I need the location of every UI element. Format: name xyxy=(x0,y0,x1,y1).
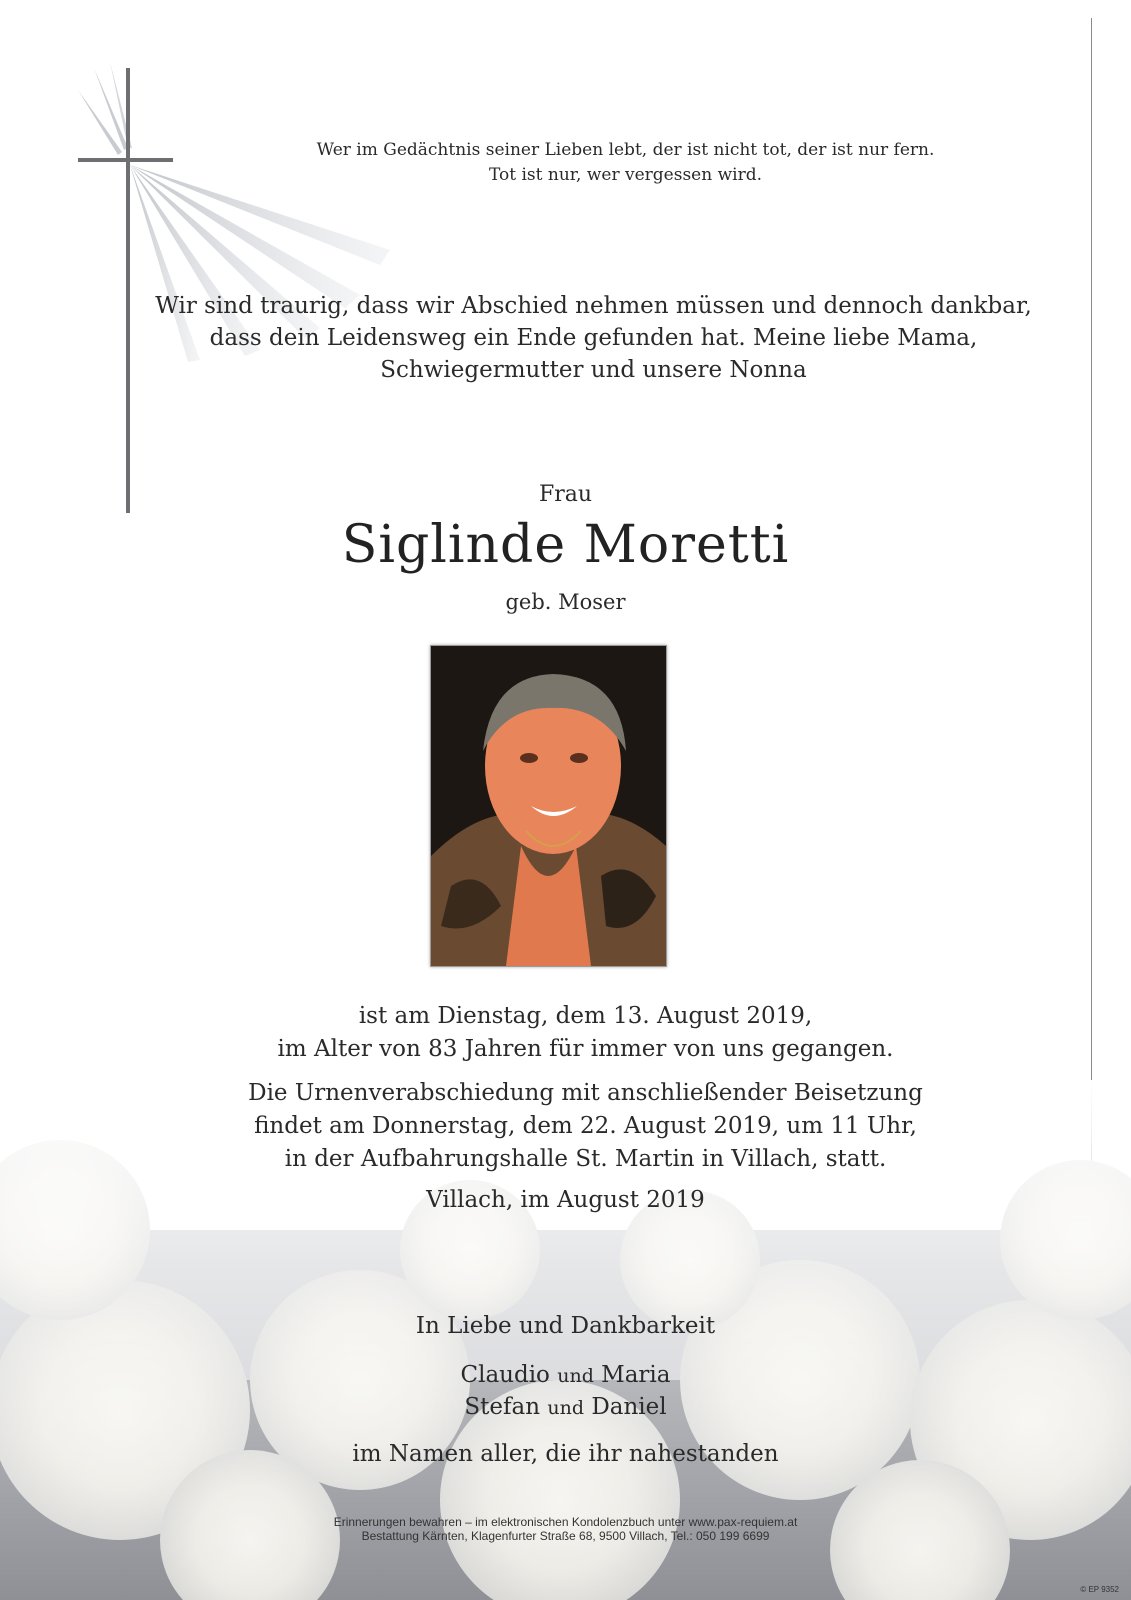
family-row xyxy=(0,1392,1131,1424)
template-code: © EP 9352 xyxy=(1080,1585,1119,1594)
motto xyxy=(60,138,1131,188)
intro-line: Wir sind traurig, dass wir Abschied nehmen müssen und dennoch dankbar, xyxy=(155,293,1032,319)
family-conjunction: und xyxy=(547,1397,584,1419)
family-member: Daniel xyxy=(591,1394,667,1420)
passed-line: im Alter von 83 Jahren für immer von uns gegangen. xyxy=(277,1036,894,1062)
family-member: Claudio xyxy=(460,1362,550,1388)
place-date: Villach, im August 2019 xyxy=(426,1187,705,1213)
footer-line: Bestattung Kärnten, Klagenfurter Straße 68, 9500 Villach, Tel.: 050 199 6699 xyxy=(361,1529,770,1543)
portrait-photo xyxy=(430,645,667,967)
behalf-text: im Namen aller, die ihr nahestanden xyxy=(352,1441,779,1467)
intro-line: Schwiegermutter und unsere Nonna xyxy=(380,357,807,383)
footer xyxy=(0,1515,1131,1543)
family-row xyxy=(0,1360,1131,1392)
passed-text xyxy=(20,1000,1131,1066)
motto-line: Wer im Gedächtnis seiner Lieben lebt, der ist nicht tot, der ist nur fern. xyxy=(316,140,935,160)
intro-line: dass dein Leidensweg ein Ende gefunden hat. Meine liebe Mama, xyxy=(209,325,978,351)
deceased-title: Frau xyxy=(538,482,593,507)
family-names xyxy=(0,1360,1131,1424)
service-line: Die Urnenverabschiedung mit anschließender Beisetzung xyxy=(248,1080,923,1106)
family-member: Stefan xyxy=(464,1394,541,1420)
footer-line: Erinnerungen bewahren – im elektronischen Kondolenzbuch unter www.pax-requiem.at xyxy=(333,1515,798,1529)
service-line: findet am Donnerstag, dem 22. August 2019, um 11 Uhr, xyxy=(254,1113,917,1139)
deceased-name: Siglinde Moretti xyxy=(341,515,790,575)
service-line: in der Aufbahrungshalle St. Martin in Villach, statt. xyxy=(284,1146,887,1172)
family-conjunction: und xyxy=(557,1365,594,1387)
family-member: Maria xyxy=(601,1362,671,1388)
motto-line: Tot ist nur, wer vergessen wird. xyxy=(489,165,762,185)
passed-line: ist am Dienstag, dem 13. August 2019, xyxy=(358,1003,813,1029)
closing-text: In Liebe und Dankbarkeit xyxy=(415,1313,716,1339)
service-text xyxy=(20,1077,1131,1176)
maiden-name: geb. Moser xyxy=(505,590,626,614)
intro-text xyxy=(28,290,1131,386)
